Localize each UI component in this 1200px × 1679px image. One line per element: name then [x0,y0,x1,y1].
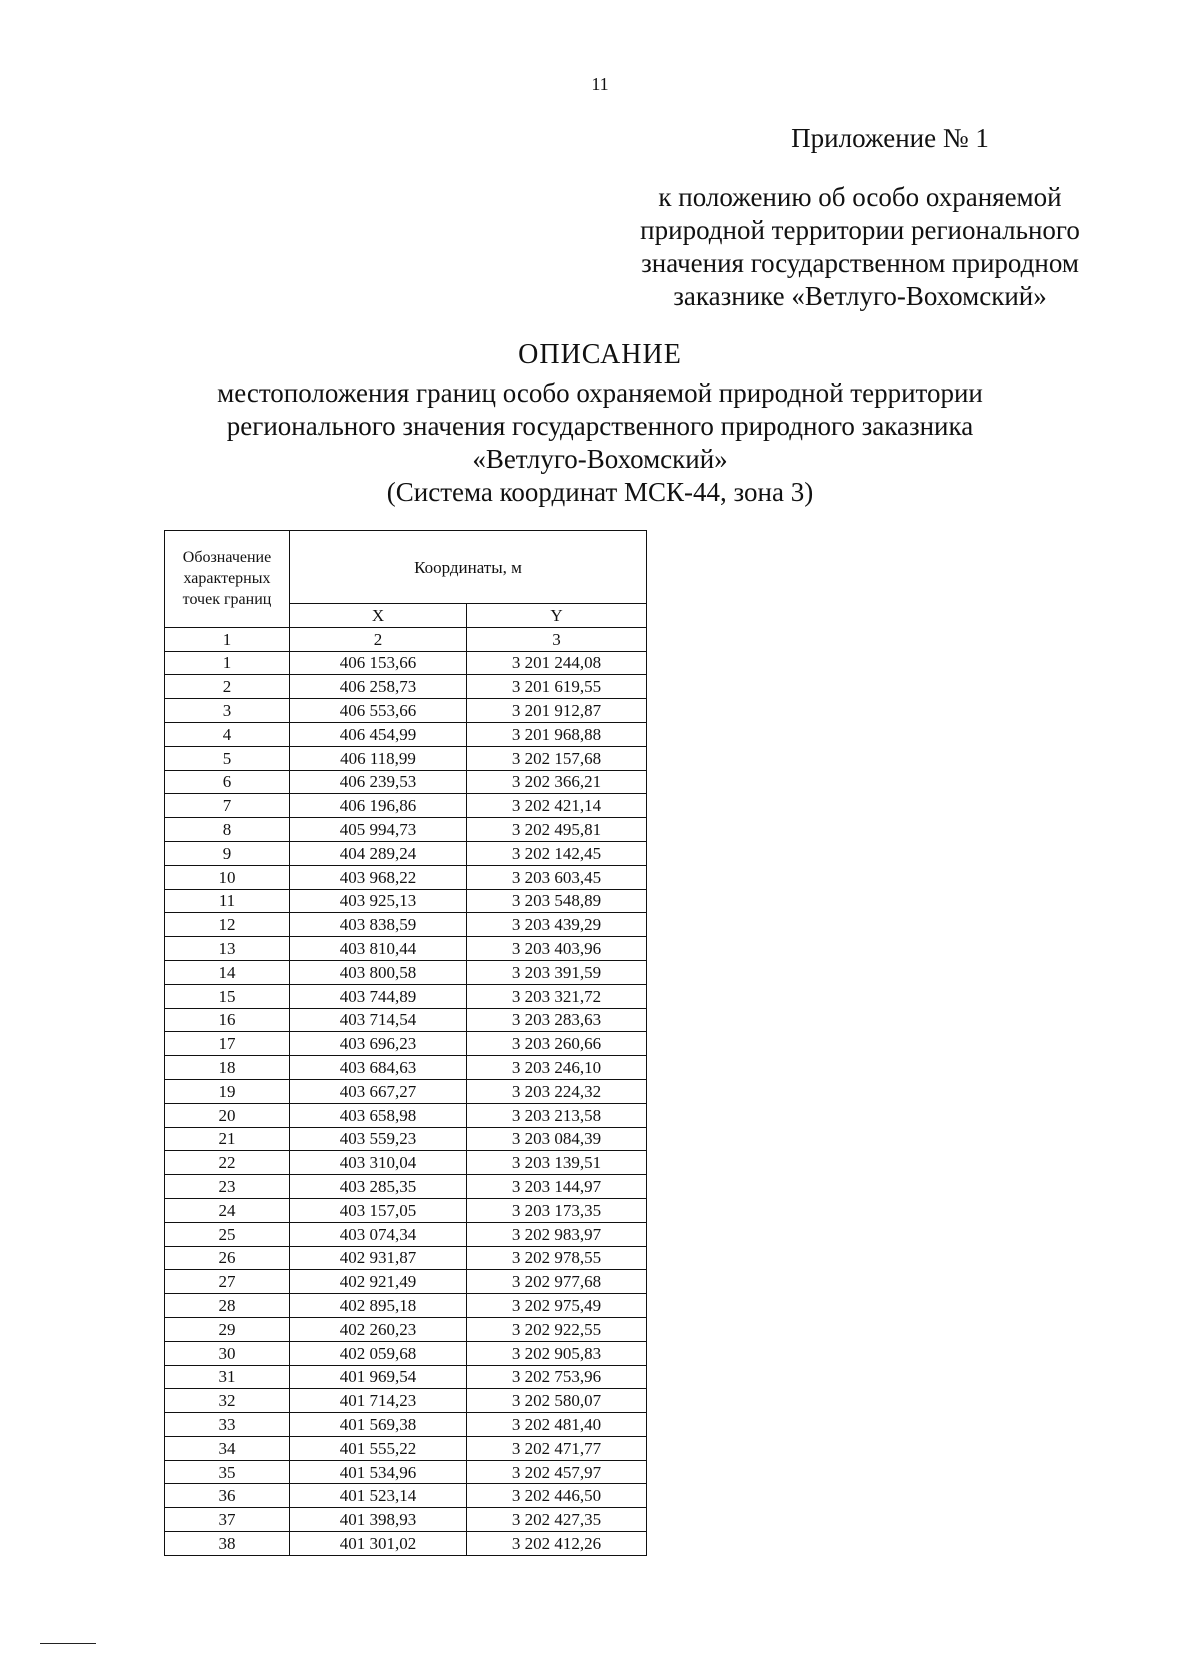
table-row [165,1198,647,1222]
x-cell: 401 555,22 [290,1436,467,1460]
point-cell: 36 [165,1484,290,1508]
table-row [165,818,647,842]
x-cell: 402 260,23 [290,1317,467,1341]
table-row [165,1151,647,1175]
y-cell: 3 202 412,26 [467,1532,647,1556]
table-row [165,1460,647,1484]
point-cell: 12 [165,913,290,937]
table-row [165,699,647,723]
x-cell: 406 454,99 [290,722,467,746]
point-cell: 13 [165,937,290,961]
y-cell: 3 201 619,55 [467,675,647,699]
x-cell: 403 744,89 [290,984,467,1008]
y-cell: 3 202 753,96 [467,1365,647,1389]
table-row [165,1294,647,1318]
table-row [165,865,647,889]
document-heading: ОПИСАНИЕ [518,339,682,370]
x-cell: 403 074,34 [290,1222,467,1246]
y-cell: 3 202 457,97 [467,1460,647,1484]
y-cell: 3 201 244,08 [467,651,647,675]
x-cell: 401 569,38 [290,1413,467,1437]
document-description [200,377,1000,509]
y-cell: 3 202 471,77 [467,1436,647,1460]
coordinates-body [165,651,647,1555]
point-cell: 26 [165,1246,290,1270]
table-row [165,1127,647,1151]
x-cell: 403 684,63 [290,1056,467,1080]
y-cell: 3 202 366,21 [467,770,647,794]
y-cell: 3 202 495,81 [467,818,647,842]
point-cell: 24 [165,1198,290,1222]
point-cell: 15 [165,984,290,1008]
point-cell: 23 [165,1175,290,1199]
point-cell: 7 [165,794,290,818]
x-cell: 403 696,23 [290,1032,467,1056]
table-index-row [165,627,647,651]
table-row [165,770,647,794]
table-row [165,651,647,675]
header-y: Y [467,604,647,628]
y-cell: 3 202 427,35 [467,1508,647,1532]
y-cell: 3 203 260,66 [467,1032,647,1056]
x-cell: 406 239,53 [290,770,467,794]
y-cell: 3 201 912,87 [467,699,647,723]
x-cell: 406 196,86 [290,794,467,818]
x-cell: 404 289,24 [290,841,467,865]
footer-rule [40,1643,96,1644]
document-description-line: «Ветлуго-Вохомский» [472,444,728,474]
point-cell: 30 [165,1341,290,1365]
table-row [165,794,647,818]
y-cell: 3 202 977,68 [467,1270,647,1294]
point-cell: 21 [165,1127,290,1151]
x-cell: 403 310,04 [290,1151,467,1175]
point-cell: 1 [165,651,290,675]
y-cell: 3 203 084,39 [467,1127,647,1151]
table-row [165,1436,647,1460]
y-cell: 3 202 922,55 [467,1317,647,1341]
point-cell: 5 [165,746,290,770]
y-cell: 3 203 391,59 [467,960,647,984]
point-cell: 3 [165,699,290,723]
point-cell: 32 [165,1389,290,1413]
x-cell: 403 285,35 [290,1175,467,1199]
point-cell: 20 [165,1103,290,1127]
x-cell: 403 157,05 [290,1198,467,1222]
table-row [165,1103,647,1127]
table-header-row [165,531,647,604]
x-cell: 403 810,44 [290,937,467,961]
y-cell: 3 202 481,40 [467,1413,647,1437]
table-row [165,1056,647,1080]
x-cell: 406 153,66 [290,651,467,675]
table-row [165,913,647,937]
x-cell: 401 398,93 [290,1508,467,1532]
point-cell: 2 [165,675,290,699]
y-cell: 3 203 439,29 [467,913,647,937]
table-row [165,1246,647,1270]
table-row [165,1341,647,1365]
table-row [165,746,647,770]
y-cell: 3 203 139,51 [467,1151,647,1175]
table-row [165,1484,647,1508]
appendix-subtitle-line: природной территории регионального [640,215,1080,245]
point-cell: 37 [165,1508,290,1532]
y-cell: 3 203 548,89 [467,889,647,913]
x-cell: 401 523,14 [290,1484,467,1508]
x-cell: 403 838,59 [290,913,467,937]
y-cell: 3 202 905,83 [467,1341,647,1365]
table-row [165,722,647,746]
point-cell: 19 [165,1079,290,1103]
point-cell: 11 [165,889,290,913]
point-cell: 22 [165,1151,290,1175]
header-point-designation: Обозначение характерных точек границ [165,531,290,628]
document-description-line: регионального значения государственного природного заказника [226,411,974,441]
header-coordinates: Координаты, м [290,531,647,604]
appendix-subtitle [620,181,1100,313]
y-cell: 3 203 321,72 [467,984,647,1008]
point-cell: 8 [165,818,290,842]
y-cell: 3 203 246,10 [467,1056,647,1080]
point-cell: 16 [165,1008,290,1032]
y-cell: 3 203 144,97 [467,1175,647,1199]
point-cell: 28 [165,1294,290,1318]
x-cell: 402 895,18 [290,1294,467,1318]
x-cell: 403 968,22 [290,865,467,889]
y-cell: 3 202 157,68 [467,746,647,770]
x-cell: 406 118,99 [290,746,467,770]
x-cell: 402 059,68 [290,1341,467,1365]
table-row [165,1222,647,1246]
x-cell: 401 969,54 [290,1365,467,1389]
table-row [165,960,647,984]
table-row [165,1365,647,1389]
index-cell: 2 [290,627,467,651]
appendix-title: Приложение № 1 [791,123,989,153]
table-row [165,1532,647,1556]
point-cell: 14 [165,960,290,984]
x-cell: 403 925,13 [290,889,467,913]
y-cell: 3 203 173,35 [467,1198,647,1222]
table-row [165,1079,647,1103]
table-row [165,1270,647,1294]
document-description-line: местоположения границ особо охраняемой природной территории [217,378,983,408]
x-cell: 402 931,87 [290,1246,467,1270]
x-cell: 406 258,73 [290,675,467,699]
table-row [165,1508,647,1532]
y-cell: 3 202 421,14 [467,794,647,818]
y-cell: 3 202 975,49 [467,1294,647,1318]
point-cell: 38 [165,1532,290,1556]
point-cell: 34 [165,1436,290,1460]
table-row [165,1317,647,1341]
header-x: X [290,604,467,628]
point-cell: 31 [165,1365,290,1389]
table-row [165,1413,647,1437]
x-cell: 401 534,96 [290,1460,467,1484]
y-cell: 3 202 446,50 [467,1484,647,1508]
index-cell: 1 [165,627,290,651]
page-number: 11 [591,74,609,94]
y-cell: 3 202 580,07 [467,1389,647,1413]
x-cell: 401 301,02 [290,1532,467,1556]
x-cell: 403 714,54 [290,1008,467,1032]
point-cell: 35 [165,1460,290,1484]
y-cell: 3 203 603,45 [467,865,647,889]
x-cell: 403 800,58 [290,960,467,984]
point-cell: 27 [165,1270,290,1294]
table-row [165,889,647,913]
y-cell: 3 203 224,32 [467,1079,647,1103]
table-row [165,937,647,961]
document-description-line: (Система координат МСК-44, зона 3) [386,477,814,507]
point-cell: 33 [165,1413,290,1437]
table-row [165,1175,647,1199]
x-cell: 405 994,73 [290,818,467,842]
table-row [165,1032,647,1056]
appendix-subtitle-line: к положению об особо охраняемой [658,182,1062,212]
point-cell: 9 [165,841,290,865]
y-cell: 3 203 403,96 [467,937,647,961]
table-row [165,675,647,699]
table-row [165,984,647,1008]
point-cell: 6 [165,770,290,794]
table-row [165,1008,647,1032]
x-cell: 402 921,49 [290,1270,467,1294]
x-cell: 406 553,66 [290,699,467,723]
point-cell: 18 [165,1056,290,1080]
point-cell: 25 [165,1222,290,1246]
y-cell: 3 202 142,45 [467,841,647,865]
point-cell: 29 [165,1317,290,1341]
table-row [165,841,647,865]
y-cell: 3 202 978,55 [467,1246,647,1270]
coordinates-table [164,530,647,1556]
index-cell: 3 [467,627,647,651]
x-cell: 401 714,23 [290,1389,467,1413]
x-cell: 403 559,23 [290,1127,467,1151]
y-cell: 3 202 983,97 [467,1222,647,1246]
x-cell: 403 658,98 [290,1103,467,1127]
point-cell: 10 [165,865,290,889]
point-cell: 17 [165,1032,290,1056]
x-cell: 403 667,27 [290,1079,467,1103]
y-cell: 3 203 283,63 [467,1008,647,1032]
y-cell: 3 203 213,58 [467,1103,647,1127]
point-cell: 4 [165,722,290,746]
y-cell: 3 201 968,88 [467,722,647,746]
appendix-subtitle-line: значения государственном природном [641,248,1079,278]
appendix-subtitle-line: заказнике «Ветлуго-Вохомский» [673,281,1047,311]
table-row [165,1389,647,1413]
